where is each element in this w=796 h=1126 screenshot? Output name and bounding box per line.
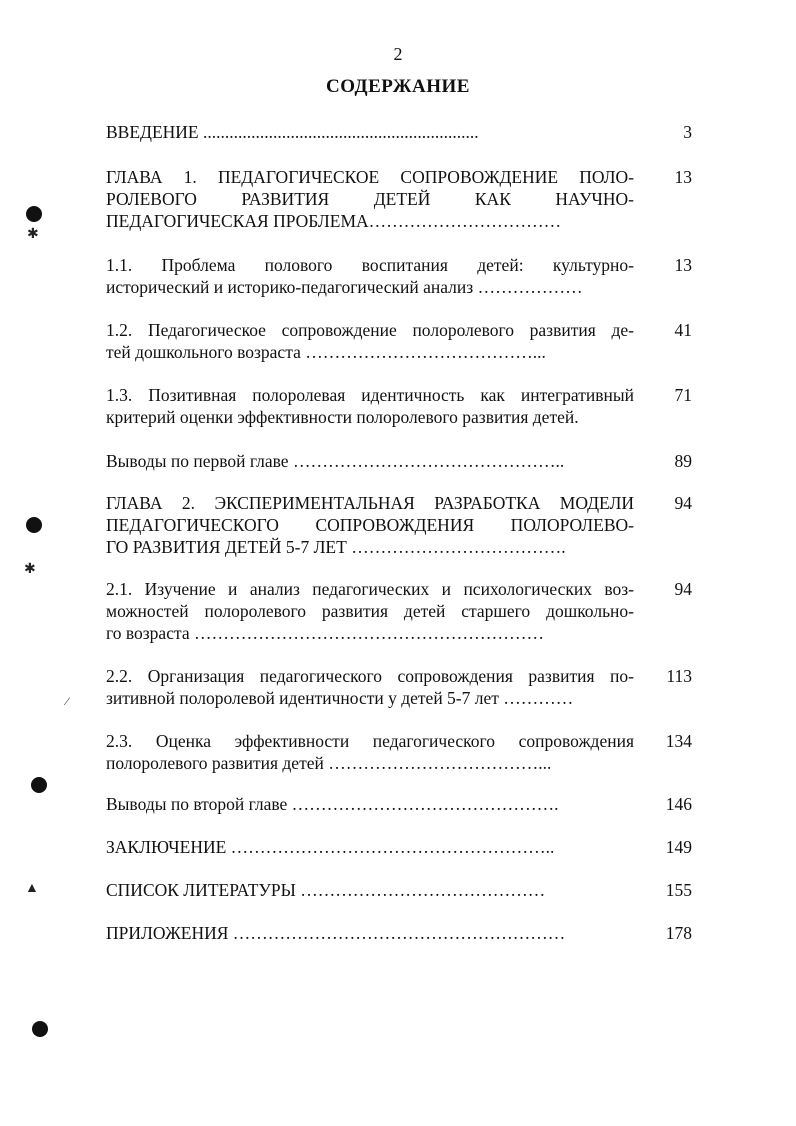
toc-entry-text [106, 254, 634, 298]
toc-entry [106, 450, 696, 472]
toc-entry-text [106, 793, 634, 815]
punch-hole [26, 206, 42, 222]
toc-entry-page: 13 [674, 167, 692, 187]
toc-entry-text [106, 166, 634, 232]
punch-hole [26, 517, 42, 533]
toc-entry [106, 384, 696, 428]
toc-entry-line: 2.1. Изучение и анализ педагогических и психологических воз- [106, 579, 634, 599]
toc-entry-page: 178 [665, 923, 692, 943]
toc-entry-text [106, 879, 634, 901]
toc-entry-line: ПЕДАГОГИЧЕСКОГО СОПРОВОЖДЕНИЯ ПОЛОРОЛЕВО- [106, 515, 634, 535]
toc-entry-line: 1.3. Позитивная полоролевая идентичность как интегративный [106, 385, 634, 405]
toc-entry-line: го возраста …………………………………………………… [106, 623, 544, 643]
toc-entry-line: Выводы по второй главе ………………………………………. [106, 794, 559, 814]
toc-entry-line: 1.2. Педагогическое сопровождение полоролевого развития де- [106, 320, 634, 340]
toc-entry-page: 71 [674, 385, 692, 405]
toc-entry-line: РОЛЕВОГО РАЗВИТИЯ ДЕТЕЙ КАК НАУЧНО- [106, 189, 634, 209]
toc-entry-page: 41 [674, 320, 692, 340]
toc-entry-page: 113 [666, 666, 692, 686]
toc-entry-text [106, 450, 634, 472]
toc-entry [106, 492, 696, 558]
toc-entry-line: критерий оценки эффективности полоролевого развития детей. [106, 407, 579, 427]
toc-entry-line: ВВЕДЕНИЕ ............................................................... [106, 122, 479, 142]
toc-entry-page: 149 [665, 837, 692, 857]
toc-entry-line: СПИСОК ЛИТЕРАТУРЫ …………………………………… [106, 880, 546, 900]
toc-entry-line: ЗАКЛЮЧЕНИЕ ……………………………………………….. [106, 837, 555, 857]
toc-entry-line: ГЛАВА 2. ЭКСПЕРИМЕНТАЛЬНАЯ РАЗРАБОТКА МОДЕЛИ [106, 493, 634, 513]
toc-entry-text [106, 730, 634, 774]
toc-entry-line: зитивной полоролевой идентичности у детей 5-7 лет ………… [106, 688, 574, 708]
page-number: 2 [393, 44, 403, 64]
scan-speck: ▲ [25, 881, 39, 896]
toc-entry-text [106, 836, 634, 858]
toc-entry-line: ГО РАЗВИТИЯ ДЕТЕЙ 5-7 ЛЕТ ………………………………. [106, 537, 566, 557]
toc-entry-text [106, 384, 634, 428]
toc-entry [106, 922, 696, 944]
toc-entry-line: тей дошкольного возраста …………………………………... [106, 342, 546, 362]
toc-entry [106, 879, 696, 901]
toc-entry [106, 730, 696, 774]
toc-entry-line: Выводы по первой главе ……………………………………….. [106, 451, 565, 471]
page-title: СОДЕРЖАНИЕ [326, 76, 470, 97]
scan-speck: ⁄ [66, 694, 69, 708]
toc-entry-page: 3 [683, 122, 692, 142]
toc-entry-line: ПРИЛОЖЕНИЯ ………………………………………………… [106, 923, 566, 943]
toc-entry-page: 94 [674, 493, 692, 513]
toc-entry-page: 13 [674, 255, 692, 275]
toc-entry-text [106, 319, 634, 363]
toc-entry-page: 94 [674, 579, 692, 599]
toc-entry-page: 155 [665, 880, 692, 900]
toc-entry-page: 146 [665, 794, 692, 814]
toc-entry [106, 319, 696, 363]
punch-hole [32, 1021, 48, 1037]
toc-entry-line: полоролевого развития детей ………………………………... [106, 753, 552, 773]
toc-entry [106, 836, 696, 858]
toc-entry-text [106, 665, 634, 709]
punch-hole [31, 777, 47, 793]
toc-entry-text [106, 492, 634, 558]
toc-entry [106, 578, 696, 644]
toc-entry-page: 134 [665, 731, 692, 751]
toc-entry-line: 2.2. Организация педагогического сопровождения развития по- [106, 666, 634, 686]
toc-entry-text [106, 922, 634, 944]
toc-entry-line: 1.1. Проблема полового воспитания детей: культурно- [106, 255, 634, 275]
toc-entry-line: исторический и историко-педагогический анализ ……………… [106, 277, 583, 297]
toc-entry-page: 89 [674, 451, 692, 471]
toc-entry [106, 121, 696, 143]
toc-entry [106, 166, 696, 232]
toc-entry-line: ГЛАВА 1. ПЕДАГОГИЧЕСКОЕ СОПРОВОЖДЕНИЕ ПОЛО- [106, 167, 634, 187]
toc-entry [106, 254, 696, 298]
scan-speck: ✱ [27, 227, 39, 242]
toc-entry-line: можностей полоролевого развития детей старшего дошкольно- [106, 601, 634, 621]
toc-entry [106, 665, 696, 709]
toc-entry-line: ПЕДАГОГИЧЕСКАЯ ПРОБЛЕМА…………………………… [106, 211, 562, 231]
scan-speck: ✱ [24, 562, 36, 577]
toc-entry [106, 793, 696, 815]
toc-entry-text [106, 578, 634, 644]
toc-entry-text [106, 121, 634, 143]
toc-entry-line: 2.3. Оценка эффективности педагогического сопровождения [106, 731, 634, 751]
